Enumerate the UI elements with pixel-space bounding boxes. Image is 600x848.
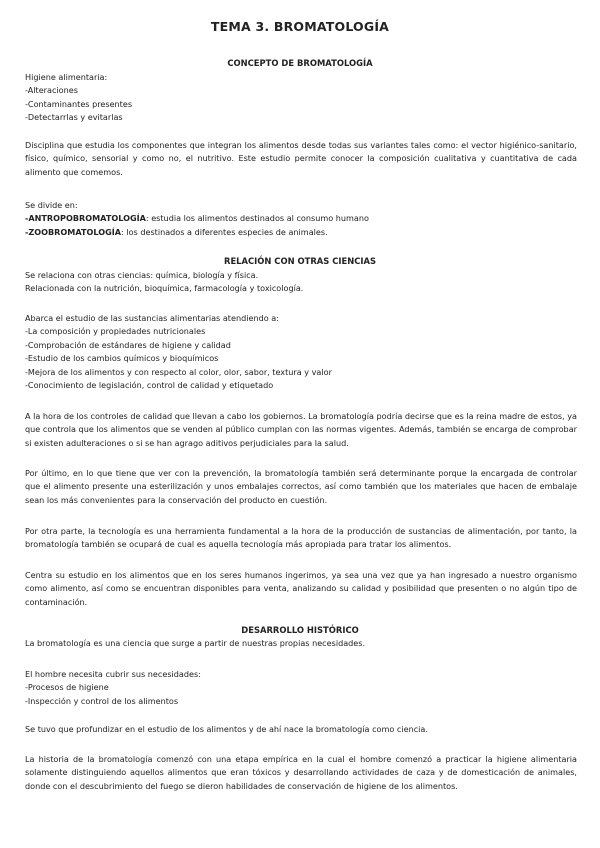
term-zoobromatologia: -ZOOBROMATOLOGÍA [25,226,122,237]
section-heading-concepto: CONCEPTO DE BROMATOLOGÍA [227,58,373,68]
section-heading-relacion: RELACIÓN CON OTRAS CIENCIAS [224,256,376,266]
term-description: : estudia los alimentos destinados al consumo humano [145,213,369,224]
list-item: -Inspección y control de los alimentos [25,695,179,706]
term-description: : los destinados a diferentes especies de animales. [121,226,328,237]
list-item: -Conocimiento de legislación, control de calidad y etiquetado [25,380,274,391]
list-item: -Contaminantes presentes [25,98,133,109]
list-item: -Procesos de higiene [25,682,109,693]
paragraph-humans: Centra su estudio en los alimentos que en los seres humanos ingerimos, ya sea una vez que ya han ingresado a nuestro organismo como alimento, así como se encuentran disponibles para venta, analizando su calidad y posibilidad que presenten o no algún tipo de contaminación. [25,570,577,607]
division-item [25,212,577,225]
list-item: -Estudio de los cambios químicos y bioquímicos [25,353,219,364]
division-list [25,199,577,239]
list-item: -Detectarrlas y evitarlas [25,112,123,123]
division-intro: Se divide en: [25,200,78,210]
needs-list [25,668,577,708]
relations-lines [25,269,577,296]
paragraph-definition: Disciplina que estudia los componentes que integran los alimentos desde todas sus variantes tales como: el vector higiénico-sanitario, físico, químico, sensorial y como no, el nutritivo. Este estudio permite conocer la composición cualitativa y cuantitativa de cada alimento que comemos. [25,140,577,177]
term-antropobromatologia: -ANTROPOBROMATOLOGÍA [25,213,146,224]
list-item: -Alteraciones [25,85,78,96]
list-item: -Comprobación de estándares de higiene y calidad [25,339,231,350]
list-item: El hombre necesita cubrir sus necesidades: [25,669,201,679]
list-item: -La composición y propiedades nutricionales [25,326,206,337]
paragraph-quality: A la hora de los controles de calidad que llevan a cabo los gobiernos. La bromatología podría decirse que es la reina madre de estos, ya que controla que los alimentos que se venden al público cumplan con las normas vigentes. Además, también se encarga de comprobar si existen adulteraciones o si se han agrago aditivos perjudiciales para la salud. [25,411,578,448]
paragraph-history: La historia de la bromatología comenzó con una etapa empírica en la cual el hombre comenzó a practicar la higiene alimentaria solamente distinguiendo aquellos alimentos que eran tóxicos y desarrollando actividades de caza y de domesticación de animales, donde con el descubrimiento del fuego se dieron habilidades de conservación de higiene de los alimentos. [25,754,577,791]
division-item [25,226,577,239]
list-item: -Mejora de los alimentos y con respecto al color, olor, sabor, textura y valor [25,366,332,377]
paragraph-origin: La bromatología es una ciencia que surge a partir de nuestras propias necesidades. [25,638,366,648]
list-item: Abarca el estudio de las sustancias alimentarias atendiendo a: [25,313,279,323]
section-heading-desarrollo: DESARROLLO HISTÓRICO [241,625,359,635]
paragraph-technology: Por otra parte, la tecnología es una herramienta fundamental a la hora de la producción de sustancias de alimentación, por tanto, la bromatología también se ocupará de cual es aquella tecnología más apropiada para tratar los alimentos. [25,526,577,550]
paragraph-science: Se tuvo que profundizar en el estudio de los alimentos y de ahí nace la bromatología como ciencia. [25,724,428,734]
scope-list [25,312,577,392]
hygiene-list [25,71,577,125]
list-item: Higiene alimentaria: [25,72,108,82]
text-line: Se relaciona con otras ciencias: química, biología y física. [25,270,259,280]
paragraph-prevention: Por último, en lo que tiene que ver con la prevención, la bromatología también será determinante porque la encargada de controlar que el alimento presente una esterilización y unos embalajes correctos, así como también que los materiales que hacen de embalaje sean los más convenientes para la conservación del producto en cuestión. [25,468,577,505]
text-line: Relacionada con la nutrición, bioquímica, farmacología y toxicología. [25,283,304,294]
page-title: TEMA 3. BROMATOLOGÍA [210,19,390,34]
